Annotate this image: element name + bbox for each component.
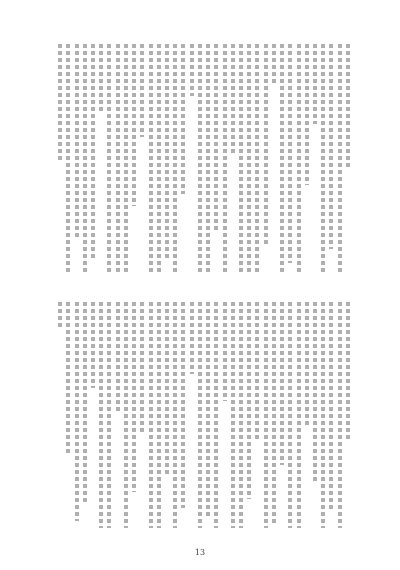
text-column — [329, 302, 333, 512]
text-column — [214, 44, 218, 231]
text-column — [157, 302, 161, 528]
text-column — [132, 44, 136, 206]
text-column — [338, 302, 342, 528]
text-column — [321, 44, 325, 272]
text-column — [264, 44, 268, 245]
text-column — [264, 302, 268, 528]
text-column — [99, 44, 103, 112]
text-column — [329, 44, 333, 249]
text-column — [132, 302, 136, 492]
text-column — [272, 302, 276, 523]
text-column — [190, 44, 194, 96]
text-column — [288, 302, 292, 528]
text-column — [58, 302, 62, 327]
text-column — [75, 302, 79, 521]
text-column — [83, 302, 87, 505]
text-column — [198, 44, 202, 272]
text-column — [297, 44, 301, 272]
text-column — [75, 44, 79, 240]
text-column — [297, 302, 301, 528]
page-number: 13 — [194, 548, 206, 557]
text-column — [83, 44, 87, 272]
text-column — [255, 302, 259, 440]
text-column — [321, 302, 325, 528]
text-column — [58, 44, 62, 163]
text-column — [140, 44, 144, 137]
text-column — [206, 44, 210, 272]
text-column — [91, 44, 95, 258]
text-column — [288, 44, 292, 263]
text-column — [305, 44, 309, 185]
text-column — [206, 302, 210, 519]
text-column — [116, 302, 120, 413]
text-column — [181, 302, 185, 508]
text-column — [280, 302, 284, 465]
text-column — [280, 44, 284, 272]
text-column — [107, 44, 111, 272]
bottom-text-block — [56, 302, 352, 528]
text-column — [231, 44, 235, 153]
text-column — [181, 44, 185, 194]
text-column — [124, 302, 128, 528]
text-column — [157, 44, 161, 272]
text-column — [272, 44, 276, 85]
text-column — [247, 302, 251, 499]
text-column — [149, 44, 153, 272]
text-column — [305, 302, 309, 426]
text-column — [223, 302, 227, 401]
text-column — [165, 302, 169, 476]
text-column — [124, 44, 128, 272]
text-column — [149, 302, 153, 528]
text-column — [99, 302, 103, 528]
text-column — [346, 302, 350, 442]
text-column — [91, 302, 95, 388]
text-column — [346, 44, 350, 167]
text-column — [338, 44, 342, 272]
text-column — [173, 44, 177, 272]
text-column — [107, 302, 111, 528]
top-text-block — [56, 44, 352, 272]
text-column — [190, 302, 194, 374]
text-column — [165, 44, 169, 261]
text-column — [116, 44, 120, 272]
text-column — [239, 44, 243, 272]
text-column — [173, 302, 177, 528]
text-column — [214, 302, 218, 528]
text-column — [66, 302, 70, 453]
text-column — [239, 302, 243, 528]
text-column — [313, 302, 317, 483]
text-column — [247, 44, 251, 272]
text-column — [198, 302, 202, 528]
text-column — [255, 44, 259, 272]
text-column — [140, 302, 144, 433]
text-column — [313, 44, 317, 124]
text-column — [66, 44, 70, 272]
text-column — [231, 302, 235, 528]
text-column — [223, 44, 227, 272]
